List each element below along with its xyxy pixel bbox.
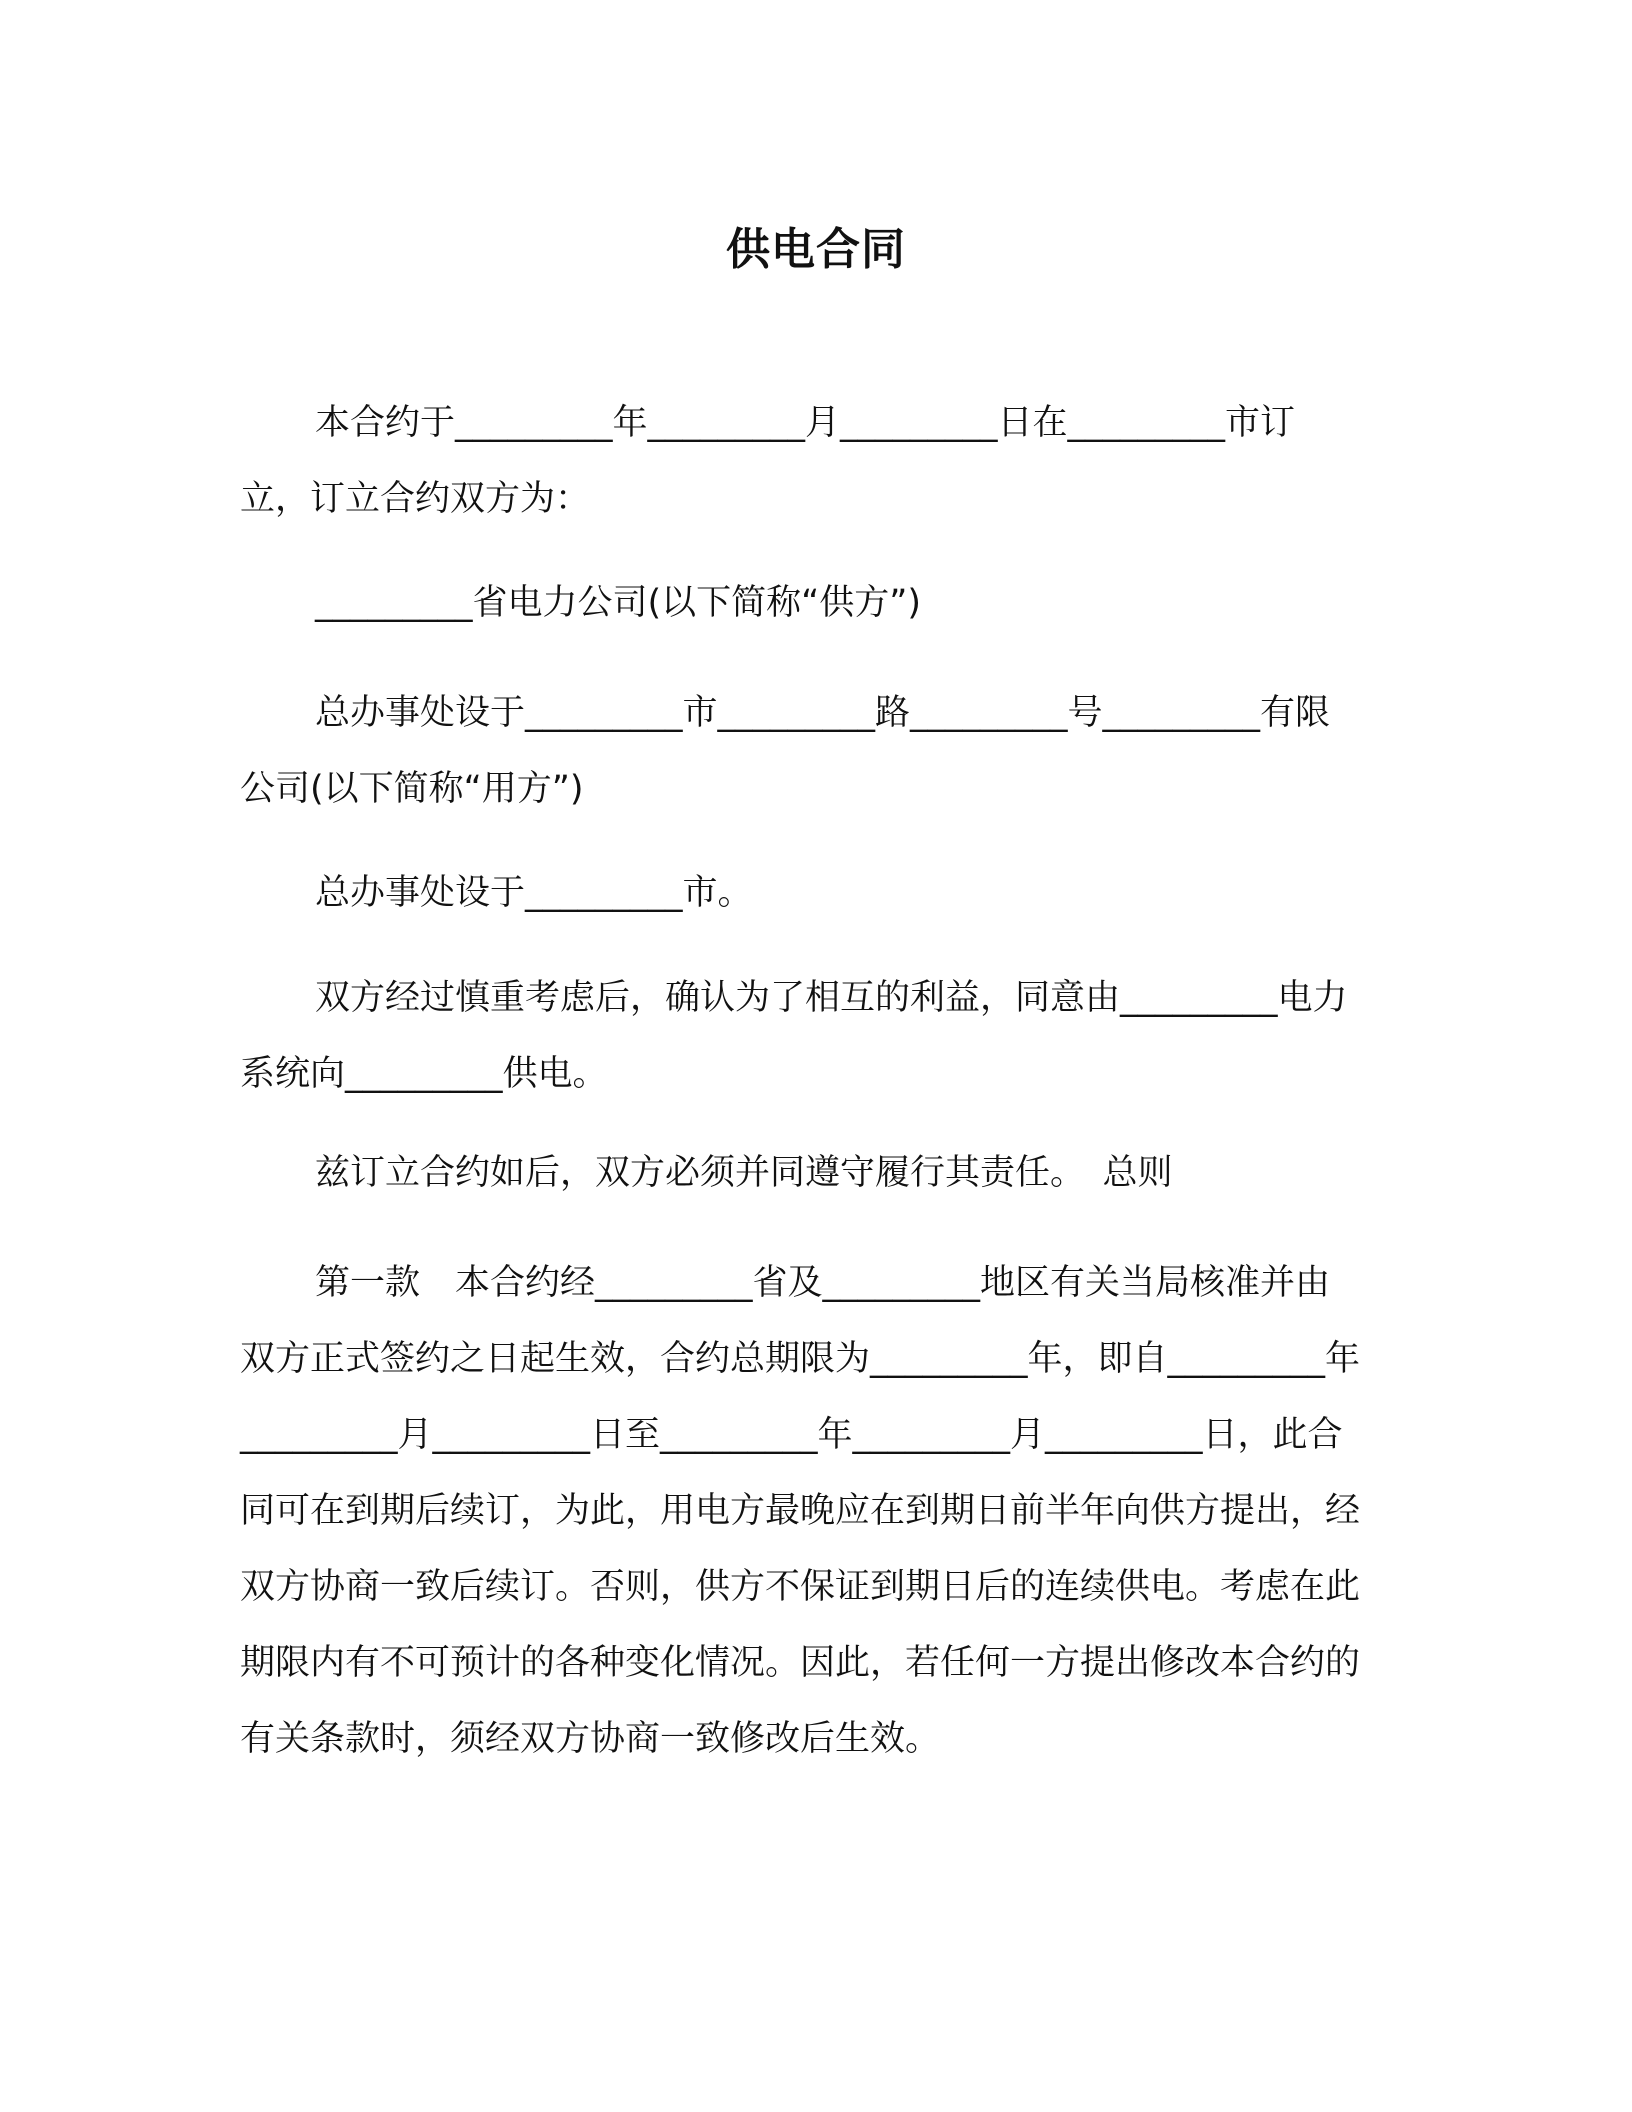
paragraph-supplier: _________省电力公司(以下简称“供方”) — [315, 583, 922, 623]
paragraph-contract-date: 本合约于_________年_________月_________日在_________市订立，订立合约双方为： — [240, 403, 1296, 519]
paragraph-agreement: 双方经过慎重考虑后，确认为了相互的利益，同意由_________电力系统向_________供电。 — [240, 978, 1348, 1094]
paragraph-user-office: 总办事处设于_________市。 — [315, 873, 753, 913]
paragraph-article-one: 第一款 本合约经_________省及_________地区有关当局核准并由双方正式签约之日起生效，合约总期限为_________年，即自_________年_________月_________日至_________年_________月_________日，此合同可在到期后续订，为此，用电方最晚应在到期日前半年向供方提出，经双方协商一致后续订。否则，供方不保证到期日后的连续供电。考虑在此期限内有不可预计的各种变化情况。因此，若任何一方提出修改本合约的有关条款时，须经双方协商一致修改后生效。 — [240, 1263, 1361, 1759]
document-title: 供电合同 — [726, 224, 906, 275]
paragraph-supplier-office-and-user: 总办事处设于_________市_________路_________号_________有限公司(以下简称“用方”) — [240, 693, 1331, 809]
paragraph-general-provisions: 兹订立合约如后，双方必须并同遵守履行其责任。 总则 — [315, 1153, 1173, 1193]
